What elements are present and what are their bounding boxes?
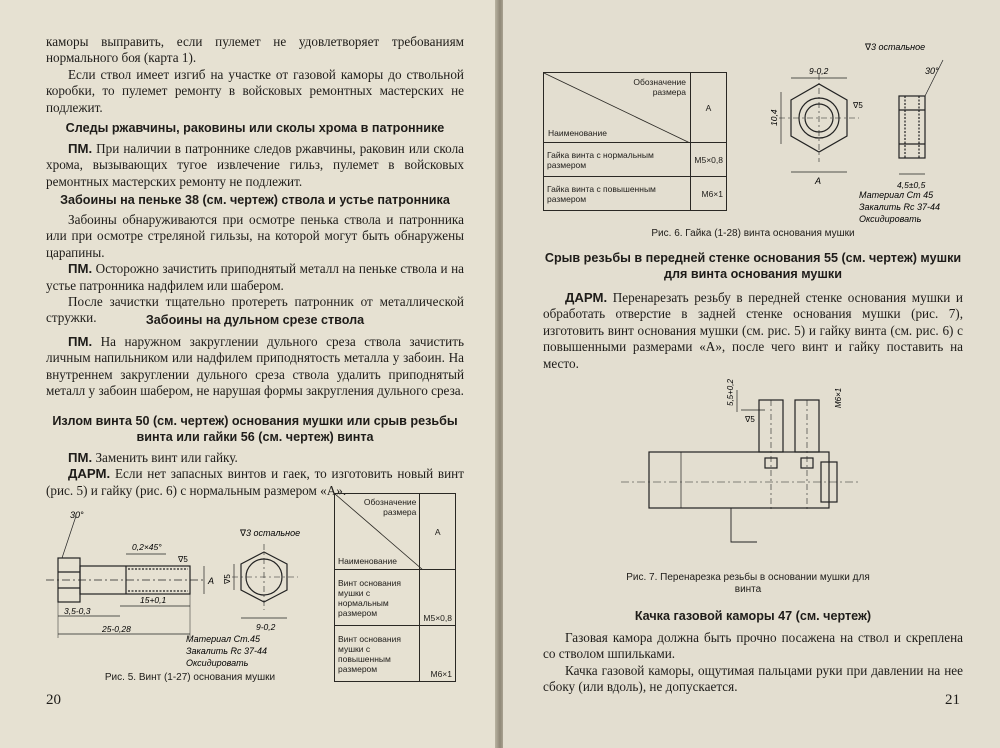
finish-label: ∇5 <box>178 555 188 564</box>
table-header-diag <box>335 494 420 570</box>
row-name: Винт основания мушки с нормальным размером <box>335 570 420 626</box>
table-row <box>544 143 727 177</box>
paragraph: Забоины обнаруживаются при осмотре пенька ствола и патронника или при осмотре стреляной гильзы, на которой могут быть обнаружены царапины. <box>46 212 464 260</box>
code-label: ПМ. <box>68 450 93 465</box>
height-label: 10,4 <box>769 109 779 126</box>
section-heading: Следы ржавчины, раковины или сколы хрома в патроннике <box>65 121 445 135</box>
row-value: М5×0,8 <box>420 570 456 626</box>
figure-caption: Рис. 7. Перенарезка резьбы в основании мушки для винта <box>626 572 870 595</box>
row-value: М5×0,8 <box>691 143 727 177</box>
paragraph: Если ствол имеет изгиб на участке от газовой каморы до ствольной коробки, то пулемет ремонту в войсковых ремонтных мастерских не подлежит. <box>46 66 464 115</box>
dim-a-label: А <box>815 176 822 186</box>
paragraph: Газовая камора должна быть прочно посажена на ствол и скреплена со стволом шпильками. <box>543 630 963 662</box>
length-label-3: 25-0,28 <box>102 624 131 634</box>
paragraph: После зачистки тщательно протереть патронник от металлической стружки. <box>46 294 464 326</box>
text: Осторожно зачистить приподнятый металл на пеньке ствола и на устье патронника надфилем или шабером. <box>46 261 464 293</box>
row-name: Гайка винта с повышенным размером <box>544 177 691 211</box>
section-text <box>543 630 963 696</box>
finish-side-label: ∇5 <box>223 574 232 584</box>
text: На наружном закруглении дульного среза ствола зачистить личным напильником или надфилем приподнятость металла у забоин. На внутреннем закруглении дульного среза ствола удалить приподнятый металл у забоин шабером, не нарушая формы закругления дульного среза. <box>46 334 464 399</box>
section-text <box>46 212 464 327</box>
left-page <box>0 0 497 748</box>
text: Заменить винт или гайку. <box>92 450 238 465</box>
thickness-label: 4,5±0,5 <box>897 180 926 190</box>
oxid-label: Оксидировать <box>186 658 249 668</box>
section-heading: Забоины на дульном срезе ствола <box>145 313 365 327</box>
bolt-drawing <box>36 506 332 678</box>
page-number: 20 <box>46 692 61 708</box>
code-label: ПМ. <box>68 141 93 156</box>
finish-label: ∇5 <box>745 415 755 424</box>
front-sight-base-drawing <box>621 370 871 566</box>
angle-label: 30° <box>70 510 84 520</box>
row-name: Винт основания мушки с повышенным размером <box>335 626 420 682</box>
length-label-2: 15+0,1 <box>140 595 167 605</box>
text: Перенарезать резьбу в передней стенке основания мушки и обработать отверстие в задней стенке основания мушки (рис. 7), изготовить винт основания мушки (см. рис. 5) и гайку винта (см. рис. 6) с повышенными размерами «А», после чего винт и гайку поставить на место. <box>543 290 963 371</box>
hex-size-label: 9-0,2 <box>809 66 829 76</box>
section-text <box>46 141 464 190</box>
thread-label: М6×1 <box>834 387 843 408</box>
harden-label: Закалить Rc 37-44 <box>186 646 268 656</box>
table-row <box>335 626 456 682</box>
material-label: Материал Ст 45 <box>859 190 934 200</box>
section-heading: Срыв резьбы в передней стенке основания 55 (см. чертеж) мушки для винта основания мушки <box>544 251 962 281</box>
finish-label: ∇5 <box>853 101 863 110</box>
section-text <box>46 334 464 400</box>
header-row-label: Наименование <box>338 556 397 566</box>
dim-a-label: А <box>208 576 215 586</box>
table-header-diag <box>544 73 691 143</box>
text: Если нет запасных винтов и гаек, то изготовить новый винт (рис. 5) и гайку (рис. 6) с нормальным размером «А». <box>46 466 464 498</box>
figure-caption: Рис. 5. Винт (1-27) основания мушки <box>104 672 276 683</box>
code-label: ДАРМ. <box>565 290 608 305</box>
section-heading: Излом винта 50 (см. чертеж) основания мушки или срыв резьбы винта или гайки 56 (см. чертеж) винта <box>52 414 458 444</box>
header-row-label: Наименование <box>548 128 607 138</box>
table-row <box>335 570 456 626</box>
table-row <box>544 177 727 211</box>
section-text <box>46 450 464 499</box>
angle-label: 30° <box>925 66 939 76</box>
paragraph: Качка газовой каморы, ощутимая пальцами руки при давлении на нее сбоку (или вдоль), не допускается. <box>543 662 963 695</box>
header-col-label: Обозначение размера <box>363 497 417 517</box>
hex-size-label: 9-0,2 <box>256 622 276 632</box>
col-a-header: А <box>420 494 456 570</box>
nut-size-table <box>543 72 727 211</box>
left-intro-text <box>46 34 464 116</box>
row-name: Гайка винта с нормальным размером <box>544 143 691 177</box>
harden-label: Закалить Rc 37-44 <box>859 202 941 212</box>
section-heading: Забоины на пеньке 38 (см. чертеж) ствола и устье патронника <box>60 193 450 207</box>
rest-finish-label: ∇3 остальное <box>865 42 926 52</box>
col-a-header: А <box>691 73 727 143</box>
row-value: М6×1 <box>691 177 727 211</box>
row-value: М6×1 <box>420 626 456 682</box>
code-label: ПМ. <box>68 261 93 277</box>
section-heading: Качка газовой каморы 47 (см. чертеж) <box>634 609 872 623</box>
header-col-label: Обозначение размера <box>633 77 686 97</box>
figure-caption: Рис. 6. Гайка (1-28) винта основания мушки <box>651 228 855 239</box>
paragraph: каморы выправить, если пулемет не удовлетворяет требованиям нормального боя (карта 1). <box>46 34 464 66</box>
rest-finish-label: ∇3 остальное <box>240 528 301 538</box>
chamfer-label: 0,2×45° <box>132 542 162 552</box>
material-label: Материал Ст.45 <box>186 634 261 644</box>
right-page <box>503 0 1000 748</box>
code-label: ПМ. <box>68 334 93 349</box>
length-label-1: 3,5-0,3 <box>64 606 91 616</box>
page-number: 21 <box>945 692 960 708</box>
depth-label: 5,5+0,2 <box>726 379 735 406</box>
section-text <box>543 290 963 372</box>
oxid-label: Оксидировать <box>859 214 922 224</box>
nut-drawing <box>747 34 983 224</box>
code-label: ДАРМ. <box>68 466 111 482</box>
size-table <box>334 493 456 682</box>
text: При наличии в патроннике следов ржавчины, раковин или скола хрома, вызывающих тугое извлечение гильз, пулемет в войсковых ремонтных мастерских ремонту не подлежит. <box>46 141 464 189</box>
